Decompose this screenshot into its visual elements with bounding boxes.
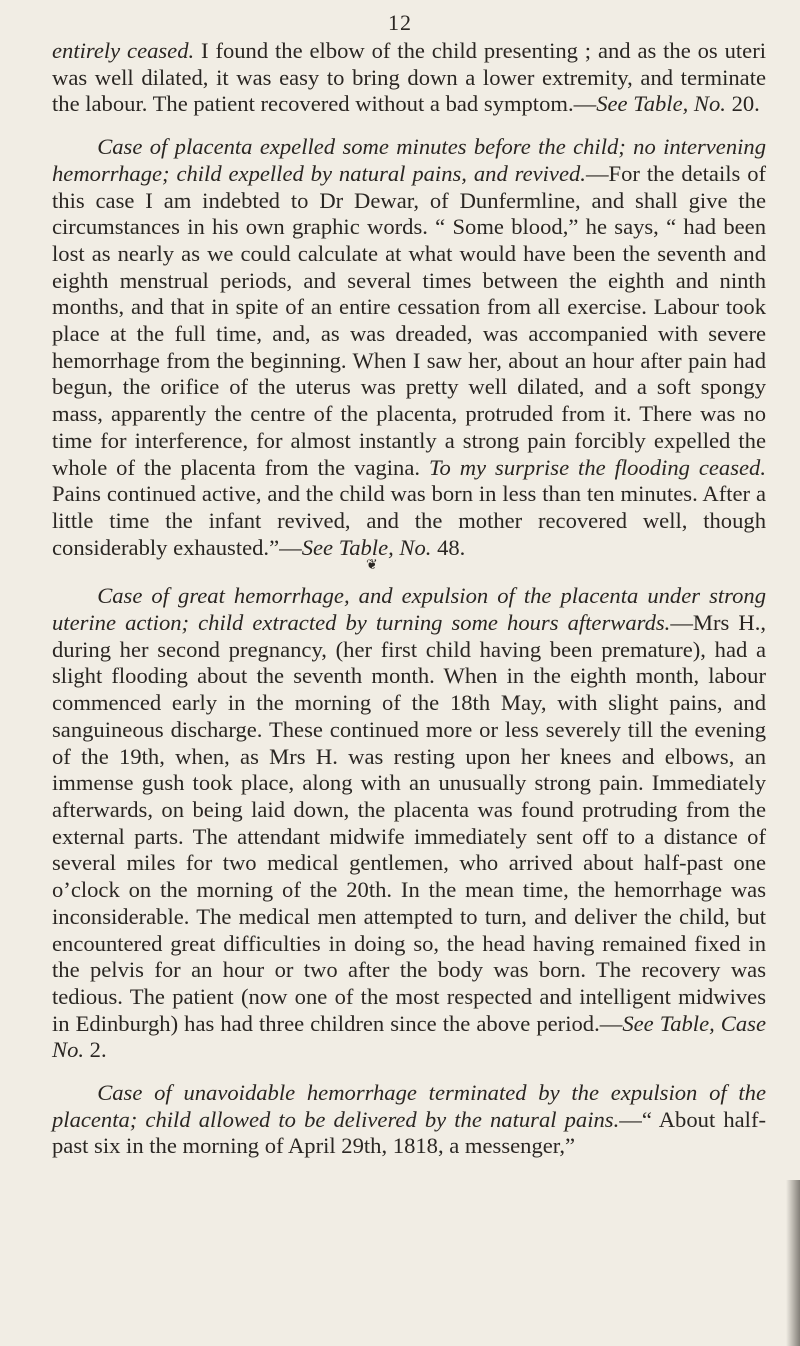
paragraph-text: —For the details of this case I am indebted to Dr Dewar, of Dunfermline, and shall give the circumstances in his own graphic words. “ Some blood,” he says, “ had been lost as nearly as we could calculate at what would have been the seventh and eighth menstrual periods, and several times between the eighth and ninth months, and that in spite of an entire cessation from all exercise. Labour took place at the full time, and, as was dreaded, was accompanied with severe hemorrhage from the beginning. When I saw her, about an hour after pain had begun, the orifice of the uterus was pretty well dilated, and a soft spongy mass, apparently the centre of the placenta, protruded from it. There was no time for interference, for almost instantly a strong pain forcibly expelled the whole of the placenta from the vagina. — [52, 160, 767, 480]
table-reference-number: 2. — [84, 1037, 107, 1063]
paragraph-text: —“ About half-past six in the morning of April 29th, 1818, a messenger,” — [52, 1106, 766, 1159]
case-heading: Case of great hemorrhage, and expulsion of the placenta under strong uterine action; child extracted by turning some hours afterwards. — [52, 583, 766, 636]
case-heading: Case of placenta expelled some minutes before the child; no intervening hemorrhage; child expelled by natural pains, and revived. — [52, 134, 766, 186]
paragraph-text: —Mrs H., during her second pregnancy, (her first child having been premature), had a slight flooding about the seventh month. When in the eighth month, labour commenced early in the morning of the 18th May, with slight pains, and sanguineous discharge. These continued more or less severely till the evening of the 19th, when, as Mrs H. was resting upon her knees and elbows, an immense gush took place, along with an unusually strong pain. Immediately afterwards, on being laid down, the placenta was found protruding from the external parts. The attendant midwife immediately sent off to a distance of several miles for two medical gentlemen, who arrived about half-past one o’clock on the morning of the 20th. In the mean time, the hemorrhage was inconsiderable. The medical men attempted to turn, and deliver the child, but encountered great difficulties in doing so, the head having remained fixed in the pelvis for an hour or two after the body was born. The recovery was tedious. The patient (now one of the most respected and intelligent midwives in Edinburgh) has had three children since the above period.— — [52, 610, 766, 1036]
case-heading: Case of unavoidable hemorrhage terminated by the expulsion of the placenta; child allowed to be delivered by the natural pains. — [52, 1080, 766, 1132]
paragraph-2 — [52, 134, 766, 561]
table-reference-number: 20. — [725, 91, 760, 117]
emphasis-text: To my surprise the flooding ceased. — [428, 454, 766, 480]
page-edge-shadow — [786, 1180, 800, 1346]
table-reference: See Table, No. — [301, 534, 432, 560]
paragraph-1 — [52, 38, 766, 118]
page-number: 12 — [388, 10, 412, 35]
paragraph-4 — [52, 1080, 766, 1160]
body-text — [52, 38, 766, 1160]
ornament-glyph: ❦ — [366, 558, 378, 574]
italic-lead: entirely ceased. — [52, 38, 195, 63]
paragraph-text: Pains continued active, and the child was born in less than ten minutes. After a little time the infant revived, and the mother recovered well, though considerably exhausted.”— — [52, 481, 766, 560]
ornament-mark — [52, 558, 766, 575]
table-reference-number: 48. — [431, 534, 466, 560]
paragraph-3 — [52, 583, 766, 1064]
table-reference: See Table, No. — [596, 91, 726, 117]
paragraph-text: I found the elbow of the child presenting ; and as the os uteri was well dilated, it was easy to bring down a lower extremity, and terminate the labour. The patient recovered without a bad symptom.— — [52, 38, 766, 117]
table-reference: See Table, Case No. — [52, 1010, 766, 1063]
